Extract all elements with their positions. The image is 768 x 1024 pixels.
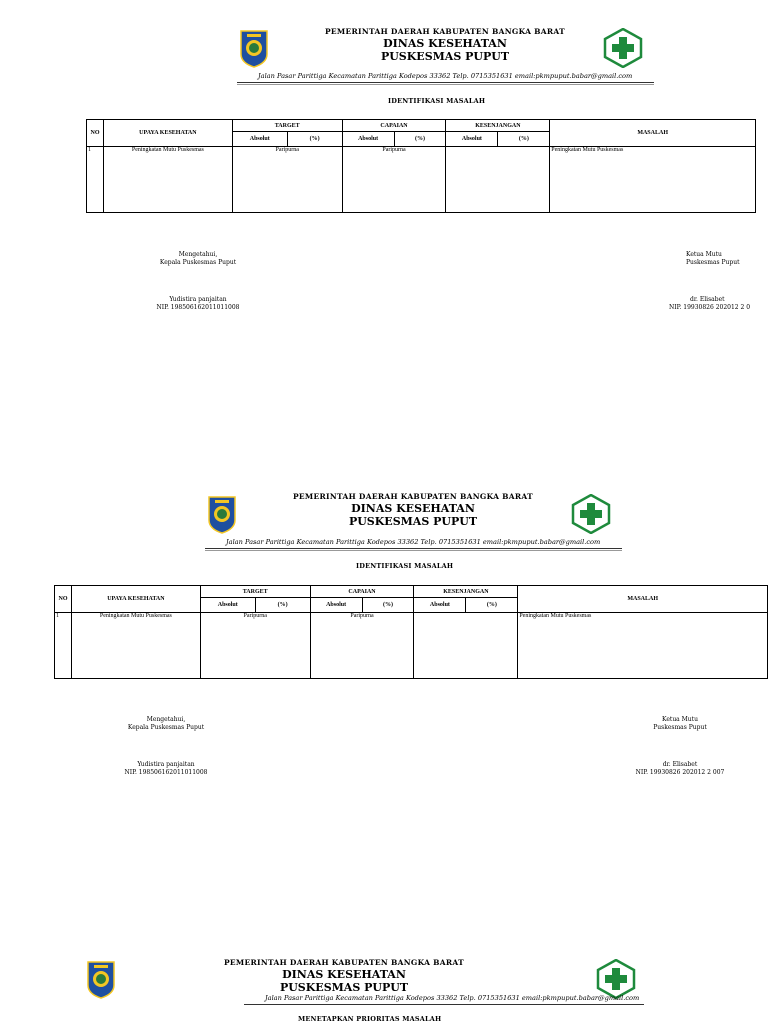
col-kesenjangan-persen: (%) (466, 598, 518, 613)
col-capaian-absolut: Absolut (310, 598, 362, 613)
sig-right-nip: NIP. 19930826 202012 2 0 (669, 304, 751, 311)
puskesmas-name: PUSKESMAS PUPUT (348, 515, 478, 528)
letterhead-rule (237, 82, 654, 83)
letterhead-rule (205, 548, 622, 549)
sig-right-name: dr. Elisabet (690, 296, 725, 303)
sig-left-line2: Kepala Puskesmas Puput (159, 259, 237, 266)
letterhead-rule (244, 1004, 644, 1005)
dinas-name: DINAS KESEHATAN (383, 37, 507, 50)
row-capaian: Paripurna (310, 613, 414, 679)
sig-right-line1: Ketua Mutu (686, 251, 722, 258)
puskesmas-name: PUSKESMAS PUPUT (380, 50, 510, 63)
dinas-name: DINAS KESEHATAN (351, 502, 475, 515)
sig-right-name: dr. Elisabet (662, 761, 698, 768)
gov-name: PEMERINTAH DAERAH KABUPATEN BANGKA BARAT (292, 492, 534, 501)
sig-left-line1: Mengetahui, (178, 251, 218, 258)
row-masalah: Peningkatan Mutu Puskesmas (518, 613, 768, 679)
col-capaian-persen: (%) (394, 132, 446, 147)
row-no: 1 (55, 613, 72, 679)
health-cross-icon (596, 959, 636, 999)
col-target-absolut: Absolut (200, 598, 255, 613)
table-row (55, 613, 768, 679)
puskesmas-name: PUSKESMAS PUPUT (279, 981, 409, 994)
signature-left (116, 716, 216, 777)
col-target-persen: (%) (255, 598, 310, 613)
health-cross-icon (571, 494, 611, 534)
sig-left-line2: Kepala Puskesmas Puput (127, 724, 205, 731)
sig-right-line2: Puskesmas Puput (686, 259, 740, 266)
sig-left-name: Yudistira panjaitan (137, 761, 195, 768)
document-page-3 (0, 932, 768, 1024)
col-no: NO (55, 586, 72, 613)
signature-left (148, 251, 248, 312)
row-masalah: Peningkatan Mutu Puskesmas (550, 147, 756, 213)
col-kesenjangan: KESENJANGAN (414, 586, 518, 598)
gov-name: PEMERINTAH DAERAH KABUPATEN BANGKA BARAT (223, 958, 465, 967)
doc-title: IDENTIFIKASI MASALAH (388, 97, 486, 105)
sig-right-nip: NIP. 19930826 202012 2 007 (635, 769, 725, 776)
col-target-absolut: Absolut (232, 132, 287, 147)
row-kesenjangan (446, 147, 550, 213)
document-page-1 (0, 0, 768, 440)
row-no: 1 (87, 147, 104, 213)
row-capaian: Paripurna (342, 147, 446, 213)
col-kesenjangan-persen: (%) (498, 132, 550, 147)
letterhead (290, 27, 600, 63)
sig-left-nip: NIP. 198506162011011008 (156, 304, 240, 311)
letterhead-rule-thin (237, 84, 654, 85)
col-upaya: UPAYA KESEHATAN (71, 586, 200, 613)
bangka-barat-emblem-icon (207, 494, 237, 534)
table-row (87, 147, 756, 213)
bangka-barat-emblem-icon (239, 28, 269, 68)
col-target: TARGET (232, 120, 342, 132)
doc-title: MENETAPKAN PRIORITAS MASALAH (298, 1015, 442, 1023)
bangka-barat-emblem-icon (86, 959, 116, 999)
col-upaya: UPAYA KESEHATAN (103, 120, 232, 147)
doc-title: IDENTIFIKASI MASALAH (356, 562, 454, 570)
problem-table (86, 119, 756, 213)
col-capaian-persen: (%) (362, 598, 414, 613)
problem-table (54, 585, 768, 679)
row-target: Paripurna (200, 613, 310, 679)
sig-left-nip: NIP. 198506162011011008 (124, 769, 208, 776)
row-upaya: Peningkatan Mutu Puskesmas (71, 613, 200, 679)
letterhead-rule-thin (205, 550, 622, 551)
col-capaian: CAPAIAN (342, 120, 446, 132)
col-no: NO (87, 120, 104, 147)
sig-right-line1: Ketua Mutu (662, 716, 698, 723)
address-line: Jalan Pasar Parittiga Kecamatan Parittiga Kodepos 33362 Telp. 0715351631 email:pkmpuput.babar@gmail.com (265, 994, 640, 1002)
col-kesenjangan-absolut: Absolut (414, 598, 466, 613)
letterhead (258, 492, 568, 528)
col-masalah: MASALAH (550, 120, 756, 147)
signature-right (662, 251, 762, 312)
sig-left-line1: Mengetahui, (146, 716, 186, 723)
document-page-2 (0, 466, 768, 946)
health-cross-icon (603, 28, 643, 68)
signature-right (630, 716, 730, 777)
col-target: TARGET (200, 586, 310, 598)
col-capaian: CAPAIAN (310, 586, 414, 598)
row-kesenjangan (414, 613, 518, 679)
col-kesenjangan: KESENJANGAN (446, 120, 550, 132)
col-capaian-absolut: Absolut (342, 132, 394, 147)
gov-name: PEMERINTAH DAERAH KABUPATEN BANGKA BARAT (324, 27, 566, 36)
sig-right-line2: Puskesmas Puput (653, 724, 707, 731)
dinas-name: DINAS KESEHATAN (282, 968, 406, 981)
letterhead (189, 958, 499, 994)
sig-left-name: Yudistira panjaitan (169, 296, 227, 303)
row-upaya: Peningkatan Mutu Puskesmas (103, 147, 232, 213)
col-kesenjangan-absolut: Absolut (446, 132, 498, 147)
col-target-persen: (%) (287, 132, 342, 147)
address-line: Jalan Pasar Parittiga Kecamatan Parittiga Kodepos 33362 Telp. 0715351631 email:pkmpuput.babar@gmail.com (258, 72, 633, 80)
address-line: Jalan Pasar Parittiga Kecamatan Parittiga Kodepos 33362 Telp. 0715351631 email:pkmpuput.babar@gmail.com (226, 538, 601, 546)
col-masalah: MASALAH (518, 586, 768, 613)
row-target: Paripurna (232, 147, 342, 213)
